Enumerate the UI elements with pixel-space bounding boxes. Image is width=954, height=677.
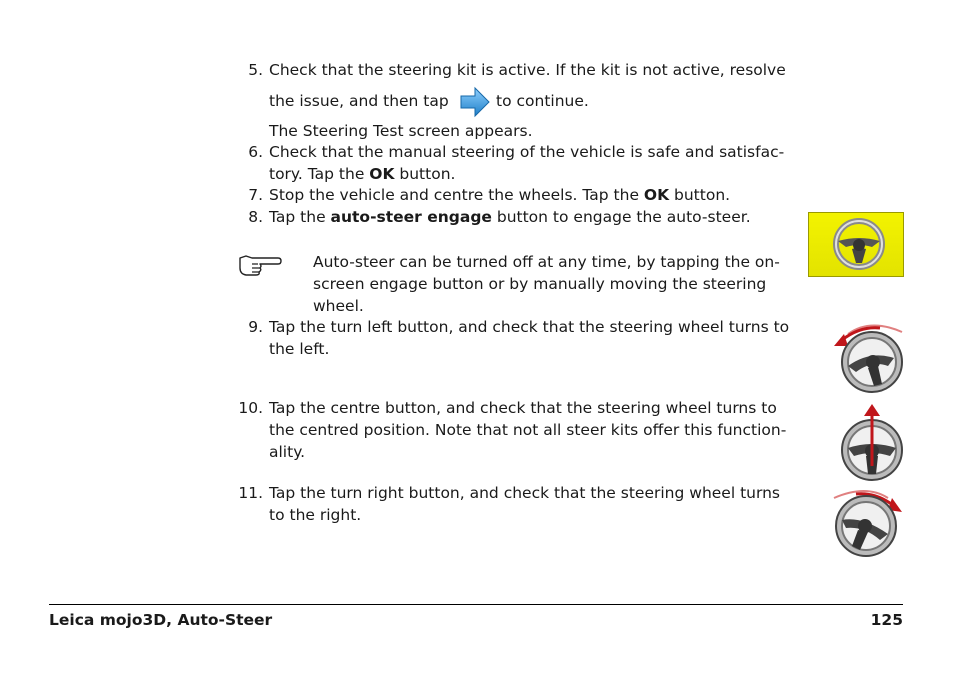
step-9-number: 9. xyxy=(248,318,263,336)
step-5-result: The Steering Test screen appears. xyxy=(269,122,533,140)
step-6-number: 6. xyxy=(248,143,263,161)
step-10-line-2: the centred position. Note that not all steer kits offer this function- xyxy=(269,421,787,439)
step-5-line-1: Check that the steering kit is active. If the kit is not active, resolve xyxy=(269,61,786,79)
step-10-number: 10. xyxy=(238,399,263,417)
step-9-line-2: the left. xyxy=(269,340,330,358)
step-9-line-1: Tap the turn left button, and check that the steering wheel turns to xyxy=(269,318,790,336)
turn-left-button[interactable] xyxy=(830,320,906,398)
step-7-number: 7. xyxy=(248,186,263,204)
step-11-line-2: to the right. xyxy=(269,506,362,524)
step-10-line-1: Tap the centre button, and check that the steering wheel turns to xyxy=(269,399,777,417)
continue-arrow-icon xyxy=(459,86,491,118)
pointing-hand-icon xyxy=(238,252,282,276)
step-6-line-2: tory. Tap the OK button. xyxy=(269,165,456,183)
step-5-line-2: the issue, and then tap xyxy=(269,92,449,110)
note-line-2: screen engage button or by manually moving the steering xyxy=(313,275,767,293)
page-number: 125 xyxy=(870,611,903,629)
footer-title: Leica mojo3D, Auto-Steer xyxy=(49,611,273,629)
step-11-number: 11. xyxy=(238,484,263,502)
footer-rule xyxy=(49,604,903,605)
step-11-line-1: Tap the turn right button, and check that the steering wheel turns xyxy=(269,484,780,502)
auto-steer-engage-button[interactable] xyxy=(808,212,904,277)
step-6-line-1: Check that the manual steering of the vehicle is safe and satisfac- xyxy=(269,143,785,161)
centre-button[interactable] xyxy=(836,402,906,484)
steering-wheel-icon xyxy=(832,217,886,271)
note-line-3: wheel. xyxy=(313,297,364,315)
step-5-line-3: to continue. xyxy=(496,92,589,110)
turn-right-button[interactable] xyxy=(830,486,906,562)
step-5-number: 5. xyxy=(248,61,263,79)
step-8-number: 8. xyxy=(248,208,263,226)
step-8-text: Tap the auto-steer engage button to engage the auto-steer. xyxy=(269,208,751,226)
step-10-line-3: ality. xyxy=(269,443,306,461)
step-7-text: Stop the vehicle and centre the wheels. Tap the OK button. xyxy=(269,186,731,204)
note-line-1: Auto-steer can be turned off at any time, by tapping the on- xyxy=(313,253,780,271)
